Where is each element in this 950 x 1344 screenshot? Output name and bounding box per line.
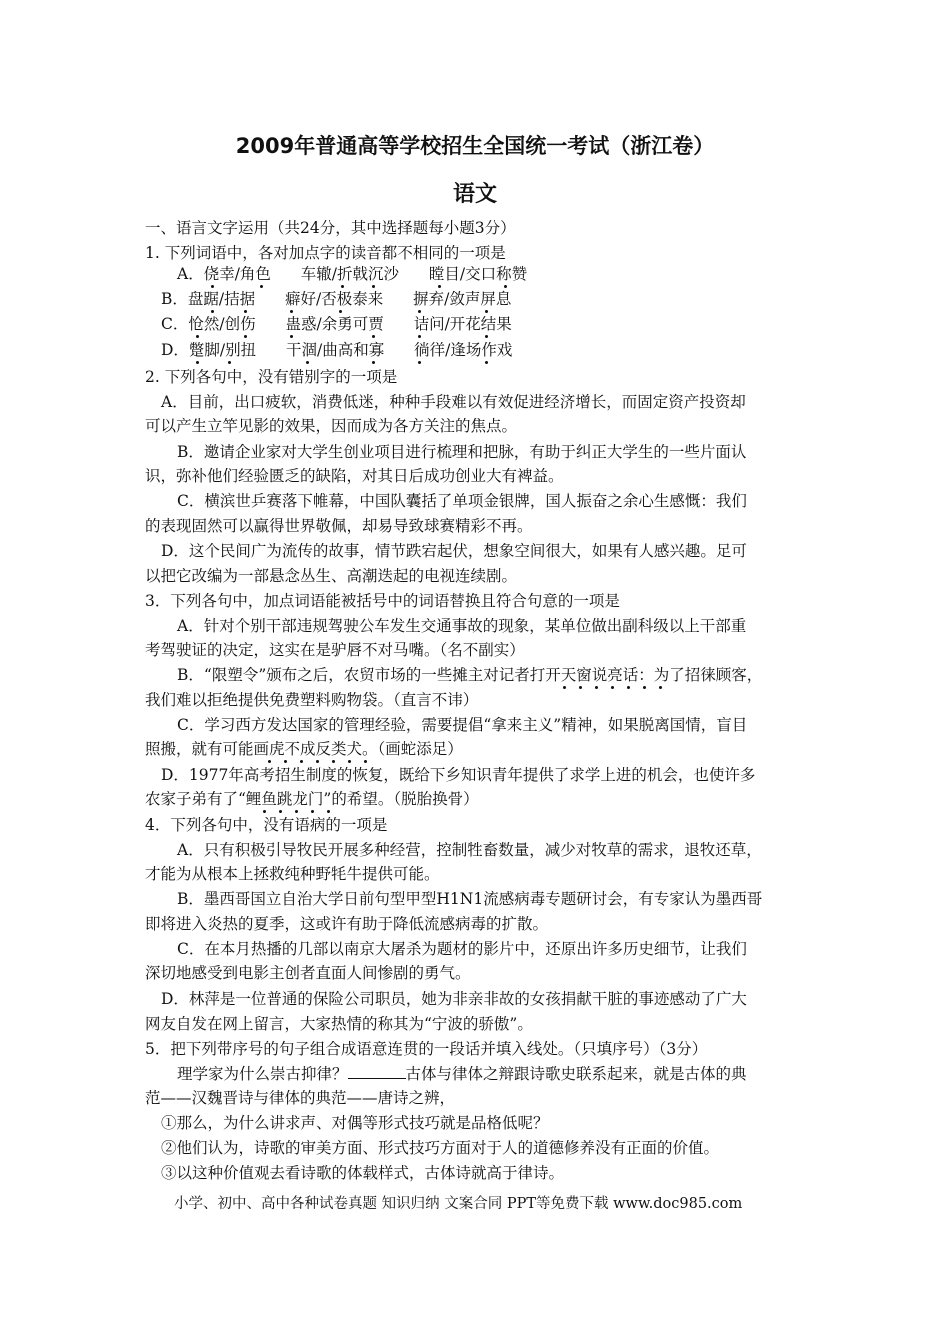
q3-b-line1: B．“限塑令”颁布之后，农贸市场的一些摊主对记者打开天窗说亮话：为了招徕顾客， [177,666,763,684]
q5-stem: 5．把下列带序号的句子组合成语意连贯的一段话并填入线处。（只填序号）（3分） [145,1040,708,1058]
emphasis-dot [268,760,271,763]
q1-a-part1: A．侥幸/角色 [177,265,271,283]
q3-d-line1: D．1977年高考招生制度的恢复，既给下乡知识青年提供了求学上进的机会，也使许多 [161,766,756,784]
q3-a-line2: 考驾驶证的决定，这实在是驴唇不对马嘴。（名不副实） [145,641,525,659]
q5-passage-before: 理学家为什么崇古抑律？ [177,1065,348,1083]
q2-b-line2: 识，弥补他们经验匮乏的缺陷，对其日后成功创业大有裨益。 [145,467,564,485]
q3-c-line2: 照搬，就有可能画虎不成反类犬。（画蛇添足） [145,740,463,758]
q2-c-line1: C．横滨世乒赛落下帷幕，中国队囊括了单项金银牌，国人振奋之余心生感慨：我们 [177,492,747,510]
q3-stem: 3．下列各句中，加点词语能被括号中的词语替换且符合句意的一项是 [145,592,620,610]
q1-b-part2: 癖好/否极泰来 [285,290,384,308]
emphasis-dot [504,285,507,288]
emphasis-dot [284,760,287,763]
q5-option-3: ③以这种价值观去看诗歌的体载样式，古体诗就高于律诗。 [161,1164,565,1182]
emphasis-dot [372,361,375,364]
emphasis-dot [244,310,247,313]
emphasis-dot [196,361,199,364]
q5-passage-line2: 范——汉魏晋诗与律体的典范——唐诗之辨， [145,1089,456,1107]
emphasis-dot [279,810,282,813]
q2-stem: 2. 下列各句中，没有错别字的一项是 [145,368,398,386]
emphasis-dot [295,810,298,813]
emphasis-dot [290,310,293,313]
emphasis-dot [659,686,662,689]
q1-b-part3: 摒弃/敛声屏息 [413,290,512,308]
emphasis-dot [228,361,231,364]
q3-d-line2: 农家子弟有了“鲤鱼跳龙门”的希望。（脱胎换骨） [145,790,479,808]
q1-option-d [161,340,512,360]
section-heading: 一、语言文字运用（共24分，其中选择题每小题3分） [145,219,516,237]
q4-d-line2: 网友自发在网上留言，大家热情的称其为“宁波的骄傲”。 [145,1015,533,1033]
q4-c-line2: 深切地感受到电影主创者直面人间惨剧的勇气。 [145,964,471,982]
emphasis-dot [339,310,342,313]
emphasis-dot [372,335,375,338]
q1-option-a [177,264,527,284]
q4-c-line1: C．在本月热播的几部以南京大屠杀为题材的影片中，还原出许多历史细节，让我们 [177,940,747,958]
q2-d-line2: 以把它改编为一部悬念丛生、高潮迭起的电视连续剧。 [145,567,518,585]
emphasis-dot [485,335,488,338]
emphasis-dot [244,335,247,338]
q1-d-part3: 徜徉/逢场作戏 [414,341,513,359]
emphasis-dot [595,686,598,689]
q2-c-line2: 的表现固然可以赢得世界敬佩，却易导致球赛精彩不再。 [145,517,533,535]
emphasis-dot [332,760,335,763]
emphasis-dot [579,686,582,689]
q3-a-line1: A．针对个别干部违规驾驶公车发生交通事故的现象，某单位做出副科级以上干部重 [177,617,747,635]
q2-b-line1: B．邀请企业家对大学生创业项目进行梳理和把脉，有助于纠正大学生的一些片面认 [177,443,747,461]
emphasis-dot [316,760,319,763]
emphasis-dot [372,285,375,288]
emphasis-dot [196,335,199,338]
emphasis-dot [364,760,367,763]
emphasis-dot [306,361,309,364]
q1-b-part1: B．盘踞/拮据 [161,290,256,308]
exam-title: 2009年普通高等学校招生全国统一考试（浙江卷） [235,134,715,158]
q4-stem: 4．下列各句中，没有语病的一项是 [145,816,388,834]
emphasis-dot [627,686,630,689]
emphasis-dot [485,310,488,313]
q2-d-line1: D．这个民间广为流传的故事，情节跌宕起伏，想象空间很大，如果有人感兴趣。足可 [161,542,747,560]
q4-b-line2: 即将进入炎热的夏季，这或许有助于降低流感病毒的扩散。 [145,915,549,933]
subject-title: 语文 [452,182,497,207]
q5-option-2: ②他们认为，诗歌的审美方面、形式技巧方面对于人的道德修养没有正面的价值。 [161,1139,720,1157]
emphasis-dot [341,285,344,288]
answer-blank[interactable] [348,1064,406,1079]
q1-c-part1: C．怆然/创伤 [161,315,256,333]
q3-b-line2: 我们难以拒绝提供免费塑料购物袋。（直言不讳） [145,691,479,709]
q1-d-part1: D．蹩脚/别扭 [161,341,257,359]
emphasis-dot [643,686,646,689]
q3-c-line1: C．学习西方发达国家的管理经验，需要提倡“拿来主义”精神，如果脱离国情，盲目 [177,716,748,734]
q5-passage-after: 古体与律体之辩跟诗歌史联系起来，就是古体的典 [405,1065,747,1083]
emphasis-dot [211,285,214,288]
emphasis-dot [611,686,614,689]
q4-b-line1: B．墨西哥国立自治大学日前句型甲型H1N1流感病毒专题研讨会，有专家认为墨西哥 [177,890,763,908]
emphasis-dot [290,335,293,338]
q5-passage-line1 [177,1064,747,1084]
q1-stem: 1. 下列词语中，各对加点字的读音都不相同的一项是 [145,244,506,262]
q1-a-part3: 瞠目/交口称赞 [428,265,528,283]
emphasis-dot [263,810,266,813]
emphasis-dot [300,760,303,763]
emphasis-dot [311,810,314,813]
emphasis-dot [418,335,421,338]
q2-a-line1: A．目前，出口疲软，消费低迷，种种手段难以有效促进经济增长，而固定资产投资却 [161,393,746,411]
emphasis-dot [485,361,488,364]
emphasis-dot [327,810,330,813]
footer-watermark: 小学、初中、高中各种试卷真题 知识归纳 文案合同 PPT等免费下载 www.doc985.com [174,1196,743,1212]
emphasis-dot [348,760,351,763]
emphasis-dot [260,285,263,288]
emphasis-dot [418,361,421,364]
q1-a-part2: 车辙/折戟沉沙 [300,265,400,283]
emphasis-dot [418,310,421,313]
q2-a-line2: 可以产生立竿见影的效果，因而成为各方关注的焦点。 [145,417,518,435]
q1-option-c [161,314,512,334]
q5-option-1: ①那么，为什么讲求声、对偶等形式技巧就是品格低呢？ [161,1114,549,1132]
q1-option-b [161,289,511,309]
q1-c-part2: 蛊惑/余勇可贾 [285,315,384,333]
emphasis-dot [563,686,566,689]
q4-a-line1: A．只有积极引导牧民开展多种经营，控制牲畜数量，减少对牧草的需求，退牧还草， [177,841,762,859]
q1-d-part2: 干涸/曲高和寡 [286,341,385,359]
emphasis-dot [211,310,214,313]
q1-c-part3: 诘问/开花结果 [413,315,512,333]
emphasis-dot [438,285,441,288]
q4-d-line1: D．林萍是一位普通的保险公司职员，她为非亲非故的女孩捐献干脏的事迹感动了广大 [161,990,747,1008]
q4-a-line2: 才能为从根本上拯救纯种野牦牛提供可能。 [145,865,440,883]
